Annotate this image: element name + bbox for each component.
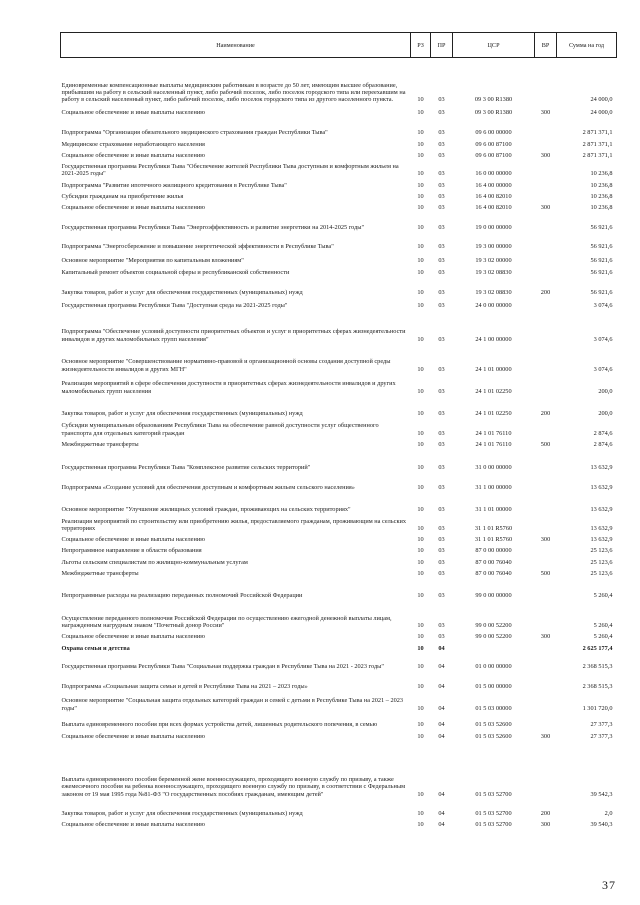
row-csr: 09 6 00 00000 <box>475 129 512 137</box>
row-name: Льготы сельским специалистам по жилищно-коммунальным услугам <box>61 558 248 566</box>
row-name: Подпрограмма "Организация обязательного медицинского страхования граждан Республики Тыва" <box>61 129 328 137</box>
row-name: Основное мероприятие "Улучшение жилищных условий граждан, проживающих на сельских территориях" <box>61 505 351 513</box>
row-rz: 10 <box>417 644 424 652</box>
row-pr: 03 <box>438 592 445 600</box>
row-sum: 27 377,3 <box>590 720 613 728</box>
row-vr: 200 <box>540 409 551 417</box>
row-rz: 10 <box>417 440 424 448</box>
row-csr: 31 0 00 00000 <box>475 463 512 471</box>
table-row <box>61 532 617 543</box>
row-name: Основное мероприятие "Социальная защита отдельных категорий граждан и семей с детьми в Республике Тыва на 2021 – 2023 годы" <box>61 697 404 712</box>
row-rz: 10 <box>417 809 424 817</box>
table-row <box>61 543 617 554</box>
row-vr: 300 <box>540 633 551 641</box>
row-vr <box>535 491 557 513</box>
row-sum: 56 921,6 <box>590 288 613 296</box>
row-pr: 03 <box>438 558 445 566</box>
row-name: Социальное обеспечение и иные выплаты населению <box>61 536 205 544</box>
row-sum: 13 632,9 <box>590 463 613 471</box>
table-row <box>61 599 617 629</box>
row-sum: 3 074,6 <box>593 301 613 309</box>
row-csr: 09 3 00 R1380 <box>474 96 513 104</box>
row-rz: 10 <box>417 536 424 544</box>
row-name: Реализация мероприятий в сфере обеспечения доступности в приоритетных сферах жизнедеятельности инвалидов и других маломобильных групп населения <box>61 380 396 395</box>
row-sum: 200,0 <box>598 409 613 417</box>
row-csr: 16 0 00 00000 <box>475 170 512 178</box>
row-name: Социальное обеспечение и иные выплаты населению <box>61 732 205 740</box>
row-pr: 03 <box>438 109 445 117</box>
table-row <box>61 373 617 395</box>
row-name: Государственная программа Республики Тыва "Социальная поддержка граждан в Республике Тыва на 2021 - 2023 годы" <box>61 662 384 670</box>
row-rz: 10 <box>417 181 424 189</box>
row-sum: 39 542,3 <box>590 790 613 798</box>
row-name: Межбюджетные трансферты <box>61 440 139 448</box>
table-row <box>61 817 617 828</box>
table-row <box>61 232 617 251</box>
row-rz: 10 <box>417 129 424 137</box>
row-vr <box>535 740 557 798</box>
row-vr <box>535 159 557 178</box>
row-rz: 10 <box>417 365 424 373</box>
row-vr <box>535 251 557 265</box>
row-sum: 10 236,8 <box>590 181 613 189</box>
row-name: Подпрограмма "Развитие ипотечного жилищного кредитования в Республике Тыва" <box>61 181 287 189</box>
table-row <box>61 251 617 265</box>
row-sum: 56 921,6 <box>590 257 613 265</box>
row-pr: 04 <box>438 820 445 828</box>
row-rz: 10 <box>417 622 424 630</box>
row-rz: 10 <box>417 151 424 159</box>
row-name: Подпрограмма «Социальная защита семьи и детей в Республике Тыва на 2021 – 2023 годы» <box>61 682 308 690</box>
row-csr: 01 5 03 52700 <box>475 809 512 817</box>
row-rz: 10 <box>417 170 424 178</box>
row-sum: 3 074,6 <box>593 365 613 373</box>
row-csr: 01 5 03 52600 <box>475 732 512 740</box>
row-pr: 03 <box>438 505 445 513</box>
row-vr <box>535 309 557 343</box>
row-pr: 03 <box>438 463 445 471</box>
row-pr: 03 <box>438 429 445 437</box>
row-vr <box>535 232 557 251</box>
table-row <box>61 690 617 712</box>
row-vr <box>535 178 557 189</box>
table-row <box>61 58 617 104</box>
row-rz: 10 <box>417 301 424 309</box>
row-rz: 10 <box>417 790 424 798</box>
table-row <box>61 712 617 728</box>
row-rz: 10 <box>417 387 424 395</box>
row-vr <box>535 137 557 148</box>
header-name: Наименование <box>61 33 411 58</box>
row-rz: 10 <box>417 820 424 828</box>
row-sum: 13 632,9 <box>590 524 613 532</box>
header-vr: ВР <box>535 33 557 58</box>
row-pr: 03 <box>438 483 445 491</box>
table-row <box>61 641 617 652</box>
row-csr: 01 5 03 00000 <box>475 704 512 712</box>
row-sum: 2 368 515,3 <box>582 682 613 690</box>
header-rz: РЗ <box>411 33 431 58</box>
row-pr: 03 <box>438 387 445 395</box>
row-pr: 03 <box>438 151 445 159</box>
row-vr: 300 <box>540 204 551 212</box>
row-pr: 03 <box>438 243 445 251</box>
row-rz: 10 <box>417 257 424 265</box>
row-vr <box>535 296 557 309</box>
row-vr <box>535 265 557 276</box>
row-sum: 10 236,8 <box>590 192 613 200</box>
row-sum: 27 377,3 <box>590 732 613 740</box>
row-vr: 300 <box>540 536 551 544</box>
table-row <box>61 629 617 640</box>
row-pr: 03 <box>438 140 445 148</box>
row-vr <box>535 117 557 137</box>
row-rz: 10 <box>417 140 424 148</box>
row-sum: 24 000,0 <box>590 109 613 117</box>
row-vr <box>535 58 557 104</box>
row-csr: 19 0 00 00000 <box>475 224 512 232</box>
row-vr <box>535 670 557 690</box>
row-pr: 04 <box>438 720 445 728</box>
row-vr <box>535 417 557 437</box>
table-row <box>61 137 617 148</box>
row-rz: 10 <box>417 288 424 296</box>
row-sum: 2 368 515,3 <box>582 662 613 670</box>
budget-table-sheet <box>60 32 616 828</box>
row-sum: 13 632,9 <box>590 536 613 544</box>
row-name: Государственная программа Республики Тыва "Обеспечение жителей Республики Тыва доступным и комфортным жильем на 2021-2025 годы" <box>61 163 399 178</box>
row-csr: 01 5 03 52600 <box>475 720 512 728</box>
row-sum: 13 632,9 <box>590 505 613 513</box>
row-name: Медицинское страхование неработающего населения <box>61 140 205 148</box>
row-pr: 04 <box>438 644 445 652</box>
row-name: Социальное обеспечение и иные выплаты населению <box>61 633 205 641</box>
row-sum: 13 632,9 <box>590 483 613 491</box>
row-csr: 24 1 01 76110 <box>475 440 512 448</box>
row-pr: 04 <box>438 682 445 690</box>
row-rz: 10 <box>417 204 424 212</box>
row-name: Непрограммное направление в области образования <box>61 547 202 555</box>
row-vr <box>535 577 557 599</box>
row-name: Охрана семьи и детства <box>61 644 130 652</box>
row-csr <box>453 641 535 652</box>
row-sum: 3 074,6 <box>593 335 613 343</box>
table-row <box>61 276 617 296</box>
row-name: Межбюджетные трансферты <box>61 570 139 578</box>
row-rz: 10 <box>417 570 424 578</box>
row-sum: 1 301 720,0 <box>582 704 613 712</box>
row-name: Социальное обеспечение и иные выплаты населению <box>61 151 205 159</box>
row-vr: 300 <box>540 820 551 828</box>
row-vr: 500 <box>540 440 551 448</box>
row-pr: 03 <box>438 409 445 417</box>
row-rz: 10 <box>417 547 424 555</box>
row-csr: 24 1 01 00000 <box>475 365 512 373</box>
header-csr: ЦСР <box>453 33 535 58</box>
row-sum: 24 000,0 <box>590 96 613 104</box>
row-csr: 31 1 01 R5760 <box>474 536 513 544</box>
header-pr: ПР <box>431 33 453 58</box>
row-rz: 10 <box>417 243 424 251</box>
row-name: Основное мероприятие "Совершенствование нормативно-правовой и организационной основы создания доступной среды жизнедеятельности инвалидов и других МГН" <box>61 358 391 373</box>
row-rz: 10 <box>417 524 424 532</box>
row-pr: 03 <box>438 192 445 200</box>
row-name: Социальное обеспечение и иные выплаты населению <box>61 204 205 212</box>
row-csr: 24 0 00 00000 <box>475 301 512 309</box>
row-pr: 03 <box>438 268 445 276</box>
row-name: Субсидии муниципальным образованиям Республики Тыва на обеспечение равной доступности услуг общественного транспорта для отдельных категорий граждан <box>61 422 379 437</box>
row-sum: 56 921,6 <box>590 224 613 232</box>
row-csr: 09 3 00 R1380 <box>474 109 513 117</box>
row-rz: 10 <box>417 335 424 343</box>
row-csr: 31 1 01 R5760 <box>474 524 513 532</box>
row-csr: 24 1 01 02250 <box>475 387 512 395</box>
row-pr: 03 <box>438 170 445 178</box>
table-body <box>61 58 617 829</box>
table-row <box>61 117 617 137</box>
row-vr <box>535 513 557 532</box>
row-pr: 04 <box>438 704 445 712</box>
row-name: Закупка товаров, работ и услуг для обеспечения государственных (муниципальных) нужд <box>61 288 303 296</box>
row-vr <box>535 343 557 373</box>
row-csr: 19 3 00 00000 <box>475 243 512 251</box>
row-sum: 10 236,8 <box>590 170 613 178</box>
table-row <box>61 200 617 211</box>
table-row <box>61 448 617 471</box>
row-csr: 19 3 02 00000 <box>475 257 512 265</box>
row-csr: 09 6 00 87100 <box>475 151 512 159</box>
row-name: Подпрограмма "Энергосбережение и повышение энергетической эффективности в Республике Тыва" <box>61 243 334 251</box>
row-csr: 16 4 00 82010 <box>475 204 512 212</box>
row-pr: 04 <box>438 662 445 670</box>
row-name: Непрограммные расходы на реализацию переданных полномочий Российской Федерации <box>61 592 303 600</box>
row-pr: 03 <box>438 204 445 212</box>
table-row <box>61 652 617 670</box>
row-vr <box>535 189 557 200</box>
table-row <box>61 566 617 577</box>
row-sum: 2,0 <box>604 809 613 817</box>
row-sum: 56 921,6 <box>590 268 613 276</box>
row-rz: 10 <box>417 224 424 232</box>
row-csr: 24 1 01 76110 <box>475 429 512 437</box>
row-rz: 10 <box>417 662 424 670</box>
table-header <box>61 33 617 58</box>
row-csr: 19 3 02 08830 <box>475 288 512 296</box>
row-csr: 01 5 03 52700 <box>475 790 512 798</box>
table-row <box>61 728 617 740</box>
table-row <box>61 159 617 178</box>
row-rz: 10 <box>417 96 424 104</box>
row-vr: 200 <box>540 809 551 817</box>
row-name: Государственная программа Республики Тыва "Комплексное развитие сельских территорий" <box>61 463 311 471</box>
table-row <box>61 555 617 566</box>
row-pr: 04 <box>438 790 445 798</box>
row-csr: 31 1 00 00000 <box>475 483 512 491</box>
row-pr: 03 <box>438 622 445 630</box>
row-pr: 03 <box>438 365 445 373</box>
row-name: Основное мероприятие "Мероприятия по капитальным вложениям" <box>61 257 244 265</box>
row-vr <box>535 373 557 395</box>
table-row <box>61 343 617 373</box>
row-sum: 10 236,8 <box>590 204 613 212</box>
row-vr <box>535 641 557 652</box>
row-csr: 19 3 02 08830 <box>475 268 512 276</box>
table-row <box>61 309 617 343</box>
row-vr: 300 <box>540 732 551 740</box>
table-row <box>61 296 617 309</box>
row-pr: 03 <box>438 335 445 343</box>
row-rz: 10 <box>417 429 424 437</box>
row-pr: 03 <box>438 288 445 296</box>
row-pr: 03 <box>438 129 445 137</box>
table-row <box>61 265 617 276</box>
row-pr: 03 <box>438 547 445 555</box>
row-pr: 03 <box>438 570 445 578</box>
row-name: Капитальный ремонт объектов социальной сферы и республиканской собственности <box>61 268 290 276</box>
row-vr <box>535 212 557 232</box>
table-row <box>61 577 617 599</box>
row-csr: 01 5 00 00000 <box>475 682 512 690</box>
row-name: Государственная программа Республики Тыва "Энергоэффективность и развитие энергетики на 2014-2025 годы" <box>61 224 365 232</box>
table-row <box>61 395 617 417</box>
row-rz: 10 <box>417 704 424 712</box>
row-vr <box>535 652 557 670</box>
row-sum: 2 871 371,1 <box>582 140 613 148</box>
row-sum: 5 260,4 <box>593 622 613 630</box>
row-rz: 10 <box>417 682 424 690</box>
row-sum: 25 123,6 <box>590 547 613 555</box>
row-name: Закупка товаров, работ и услуг для обеспечения государственных (муниципальных) нужд <box>61 809 303 817</box>
row-name: Социальное обеспечение и иные выплаты населению <box>61 820 205 828</box>
row-sum: 200,0 <box>598 387 613 395</box>
row-sum: 5 260,4 <box>593 633 613 641</box>
row-vr: 500 <box>540 570 551 578</box>
row-vr <box>535 690 557 712</box>
row-csr: 87 0 00 76040 <box>475 570 512 578</box>
row-sum: 5 260,4 <box>593 592 613 600</box>
row-vr <box>535 543 557 554</box>
row-sum: 2 871 371,1 <box>582 129 613 137</box>
row-rz: 10 <box>417 505 424 513</box>
table-row <box>61 798 617 817</box>
row-rz: 10 <box>417 720 424 728</box>
row-name: Подпрограмма "Обеспечение условий доступности приоритетных объектов и услуг в приоритетных сферах жизнедеятельности инвалидов и других маломобильных групп населения" <box>61 328 406 343</box>
row-sum: 56 921,6 <box>590 243 613 251</box>
table-row <box>61 513 617 532</box>
budget-table <box>60 32 617 828</box>
table-row <box>61 740 617 798</box>
row-csr: 87 0 00 76040 <box>475 558 512 566</box>
row-name: Государственная программа Республики Тыва "Доступная среда на 2021-2025 годы" <box>61 301 288 309</box>
row-name: Реализация мероприятий по строительству или приобретению жилья, предоставляемого гражданам, проживающим на сельских территориях <box>61 517 407 532</box>
table-row <box>61 148 617 159</box>
table-row <box>61 104 617 117</box>
row-rz: 10 <box>417 592 424 600</box>
row-csr: 99 0 00 52200 <box>475 633 512 641</box>
row-rz: 10 <box>417 463 424 471</box>
table-row <box>61 417 617 437</box>
table-row <box>61 189 617 200</box>
row-pr: 03 <box>438 224 445 232</box>
row-vr: 300 <box>540 151 551 159</box>
row-csr: 16 4 00 00000 <box>475 181 512 189</box>
row-rz: 10 <box>417 109 424 117</box>
row-name: Выплата единовременного пособия при всех формах устройства детей, лишенных родительского попечения, в семью <box>61 720 378 728</box>
row-pr: 03 <box>438 633 445 641</box>
row-pr: 04 <box>438 732 445 740</box>
row-rz: 10 <box>417 483 424 491</box>
row-name: Единовременные компенсационные выплаты медицинским работникам в возрасте до 50 лет, имеющим высшее образование, прибывшим на работу в сельский населенный пункт, либо рабочий поселок, либо поселок городского типа или переехавшим на работу в сельский населенный пункт, либо рабочий поселок, либо поселок городского типа из другого населенного пункта. <box>61 81 406 104</box>
row-csr: 99 0 00 00000 <box>475 592 512 600</box>
row-csr: 87 0 00 00000 <box>475 547 512 555</box>
row-sum: 25 123,6 <box>590 570 613 578</box>
row-pr: 03 <box>438 301 445 309</box>
row-vr <box>535 448 557 471</box>
page-number: 37 <box>602 878 616 892</box>
row-sum: 2 871 371,1 <box>582 151 613 159</box>
row-rz: 10 <box>417 268 424 276</box>
row-vr: 200 <box>540 288 551 296</box>
table-row <box>61 491 617 513</box>
row-pr: 04 <box>438 809 445 817</box>
row-rz: 10 <box>417 732 424 740</box>
table-row <box>61 670 617 690</box>
row-name: Подпрограмма «Создание условий для обеспечения доступным и комфортным жильем сельского населения» <box>61 483 355 491</box>
row-pr: 03 <box>438 440 445 448</box>
row-vr <box>535 599 557 629</box>
row-rz: 10 <box>417 409 424 417</box>
row-name: Выплата единовременного пособия беременной жене военнослужащего, проходящего военную службу по призыву, а также ежемесячного пособия на ребенка военнослужащего, проходящего военную службу по призыву, в соответствии с Федеральным законом от 19 мая 1995 года №81-ФЗ "О государственных пособиях гражданам, имеющим детей" <box>61 776 406 798</box>
row-pr: 03 <box>438 524 445 532</box>
row-pr: 03 <box>438 181 445 189</box>
row-name: Социальное обеспечение и иные выплаты населению <box>61 109 205 117</box>
row-rz: 10 <box>417 192 424 200</box>
row-name: Закупка товаров, работ и услуг для обеспечения государственных (муниципальных) нужд <box>61 409 303 417</box>
row-pr: 03 <box>438 257 445 265</box>
row-sum: 2 874,6 <box>593 440 613 448</box>
row-vr <box>535 555 557 566</box>
row-sum: 2 874,6 <box>593 429 613 437</box>
row-name: Субсидии гражданам на приобретение жилья <box>61 192 184 200</box>
row-csr: 24 1 01 02250 <box>475 409 512 417</box>
row-csr: 01 0 00 00000 <box>475 662 512 670</box>
row-csr: 99 0 00 52200 <box>475 622 512 630</box>
table-row <box>61 212 617 232</box>
row-pr: 03 <box>438 536 445 544</box>
row-rz: 10 <box>417 558 424 566</box>
row-csr: 09 6 00 87100 <box>475 140 512 148</box>
row-pr: 03 <box>438 96 445 104</box>
row-sum: 39 540,3 <box>590 820 613 828</box>
row-rz: 10 <box>417 633 424 641</box>
row-name: Осуществление переданного полномочия Российской Федерации по осуществлению ежегодной денежной выплаты лицам, награжденным нагрудным знаком "Почетный донор России" <box>61 614 392 630</box>
row-csr: 01 5 03 52700 <box>475 820 512 828</box>
table-row <box>61 437 617 448</box>
row-vr <box>535 471 557 491</box>
row-vr <box>535 712 557 728</box>
row-sum: 2 625 177,4 <box>582 644 613 652</box>
header-sum: Сумма на год <box>557 33 617 58</box>
row-sum: 25 123,6 <box>590 558 613 566</box>
table-row <box>61 471 617 491</box>
row-csr: 16 4 00 82010 <box>475 192 512 200</box>
row-csr: 24 1 00 00000 <box>475 335 512 343</box>
row-csr: 31 1 01 00000 <box>475 505 512 513</box>
table-row <box>61 178 617 189</box>
row-vr: 300 <box>540 109 551 117</box>
